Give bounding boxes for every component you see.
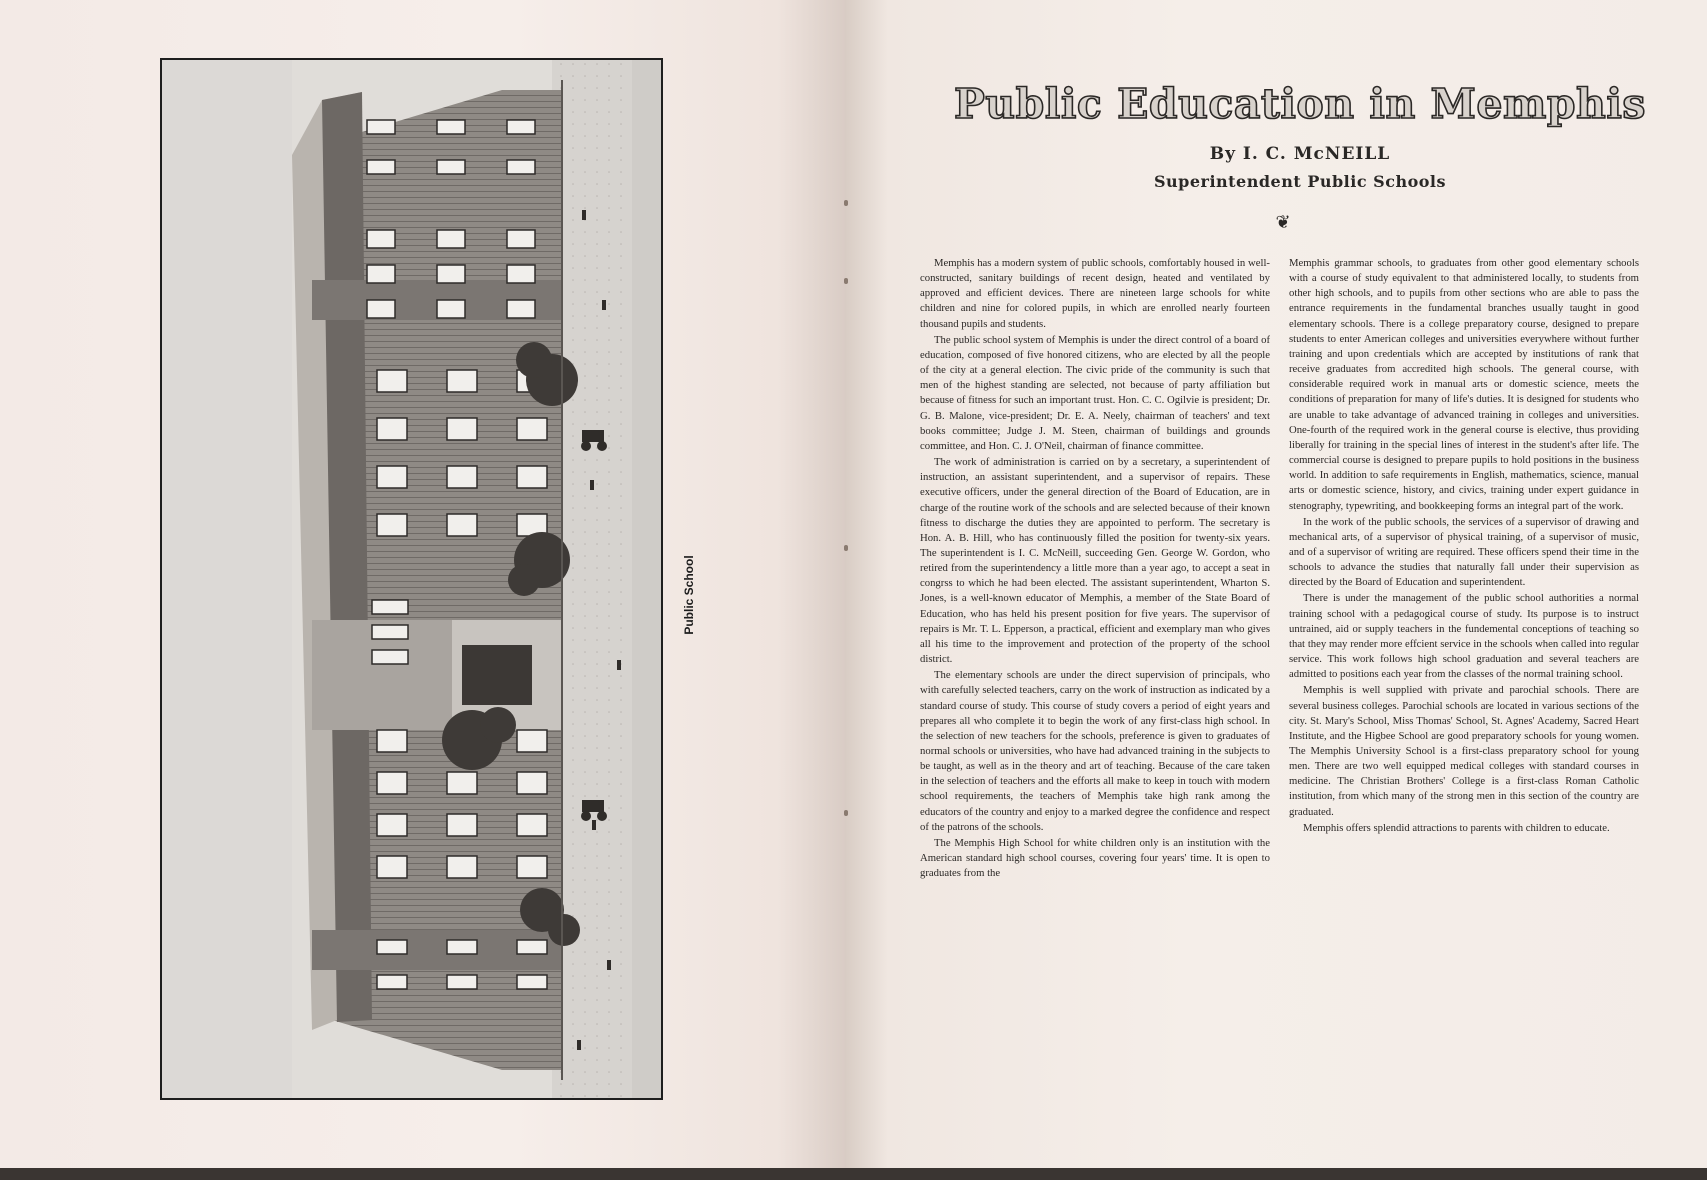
article-paragraph: There is under the management of the public school authorities a normal training school with a pedagogical course of study. Its purpose is to instruct untrained, aid or supply teachers in the fundemental conceptions of teaching so that they may render more effcient service in the schools when called into regular service. This work follows high school graduation and several teachers are admitted to positions each year from the classes of the normal training school.	[1289, 592, 1639, 681]
article-paragraph: The elementary schools are under the direct supervision of principals, who with carefully selected teachers, carry on the work of instruction as indicated by a standard course of study. This course of study covers a period of eight years and prepares all who complete it to begin the work of any first-class high school. In the selection of new teachers for the schools, preference is given to graduates of normal schools or universities, who have had advanced training in the subjects to be taught, as well as in the theory and art of teaching. Because of the care taken in the selection of teachers and the efforts all make to keep in touch with modern school requirements, the teachers of Memphis take high rank among the educators of the country and enjoy to a marked degree the confidence and respect of the patrons of the schools.	[920, 669, 1270, 833]
article-byline: By I. C. McNEILL	[1209, 144, 1391, 164]
article-paragraph: Memphis grammar schools, to graduates from other good elementary schools with a course of study equivalent to that administered locally, to students from other high schools, and to pupils from other sections who are able to pass the entrance requirements in the fundamental branches usually taught in good elementary schools. There is a college preparatory course, designed to prepare students to enter American colleges and universities everywhere without further training and upon credentials which are accepted by institutions of rank that receive graduates from accredited high schools. The general course, with considerable required work in manual arts or domestic science, meets the conditions of preparation for many of life's duties. It is designed for students who are unable to take advantage of advanced training in colleges and universities. One-fourth of the required work in the general course is elective, thus providing liberally for training in the special lines of interest in the student's after life. The commercial course is designed to prepare pupils to hold positions in the business world. In addition to safe requirements in English, mathematics, science, manual arts or domestic science, history, and civics, training under expert guidance in stenography, typewriting, and bookkeeping forms an integral part of the work.	[1289, 257, 1639, 512]
fleuron-ornament-icon: ❦	[1275, 212, 1291, 232]
building-illustration	[162, 60, 661, 1098]
article-paragraph: Memphis offers splendid attractions to parents with children to educate.	[1303, 821, 1610, 834]
photo-caption: Public School	[682, 555, 696, 635]
article-paragraph: The public school system of Memphis is under the direct control of a board of education, composed of five honored citizens, who are elected by all the people of the city at a general election. The civic pride of the community is such that men of the highest standing are selected, not because of party affiliation but because of fitness for such an important trust. Hon. C. C. Ogilvie is president; Dr. G. B. Malone, vice-president; Dr. E. A. Neely, chairman of teachers' and text books committee; Judge J. M. Steen, chairman of buildings and grounds committee, and Hon. C. J. O'Neil, chairman of finance committee.	[920, 333, 1270, 452]
scan-bottom-edge	[0, 1168, 1707, 1180]
article-paragraph: Memphis has a modern system of public schools, comfortably housed in well-constructed, sanitary buildings of recent design, heated and ventilated by approved and efficient devices. There are nineteen large schools for white children and nine for colored pupils, in which are enrolled nearly fourteen thousand pupils and students.	[920, 257, 1270, 330]
article-paragraph: The Memphis High School for white children only is an institution with the American standard high school courses, covering four years' time. It is open to graduates from the	[920, 836, 1270, 880]
article-column-right	[1289, 256, 1639, 1106]
binding-hole	[844, 810, 848, 816]
article-paragraph: Memphis is well supplied with private and parochial schools. There are several business colleges. Parochial schools are located in various sections of the city. St. Mary's School, Miss Thomas' School, St. Agnes' Academy, Sacred Heart Institute, and the Higbee School are good preparatory schools for young women. The Memphis University School is a first-class preparatory school for young men. There are two well equipped medical colleges with standard courses in medicine. The Christian Brothers' College is a first-class Roman Catholic institution, from which many of the strong men in this section of the country are graduated.	[1289, 684, 1639, 818]
article-paragraph: The work of administration is carried on by a secretary, a superintendent of instruction, an assistant superintendent, and a supervisor of repairs. These executive officers, under the general direction of the Board of Education, are in charge of the routine work of the schools and are selected because of their known fitness to discharge the duties they are appointed to perform. The secretary is Hon. A. B. Hill, who has continuously filled the position for twenty-six years. The superintendent is I. C. McNeill, succeeding Gen. George W. Gordon, who retired from the superintendency a little more than a year ago, to accept a seat in congrss to which he had been elected. The assistant superintendent, Wharton S. Jones, is a well-known educator of Memphis, a member of the State Board of Education, who has held his present position for five years. The supervisor of repairs is Mr. T. L. Epperson, a practical, efficient and exemplary man who gives all his time to the improvement and protection of the property of the school district.	[920, 456, 1270, 666]
photo-caption-area	[674, 540, 704, 660]
binding-hole	[844, 545, 848, 551]
binding-hole	[844, 278, 848, 284]
article-title: Public Education in Memphis	[953, 80, 1647, 128]
public-school-photo	[160, 58, 663, 1100]
binding-hole	[844, 200, 848, 206]
article-column-left	[920, 256, 1270, 1106]
article-paragraph: In the work of the public schools, the services of a supervisor of drawing and mechanical arts, of a supervisor of physical training, of a supervisor of music, and of a supervisor of writing are required. These officers spend their time in the schools to advance the studies that naturally fall under their supervision as directed by the Board of Education and superintendent.	[1289, 515, 1639, 589]
author-role: Superintendent Public Schools	[1153, 172, 1447, 191]
